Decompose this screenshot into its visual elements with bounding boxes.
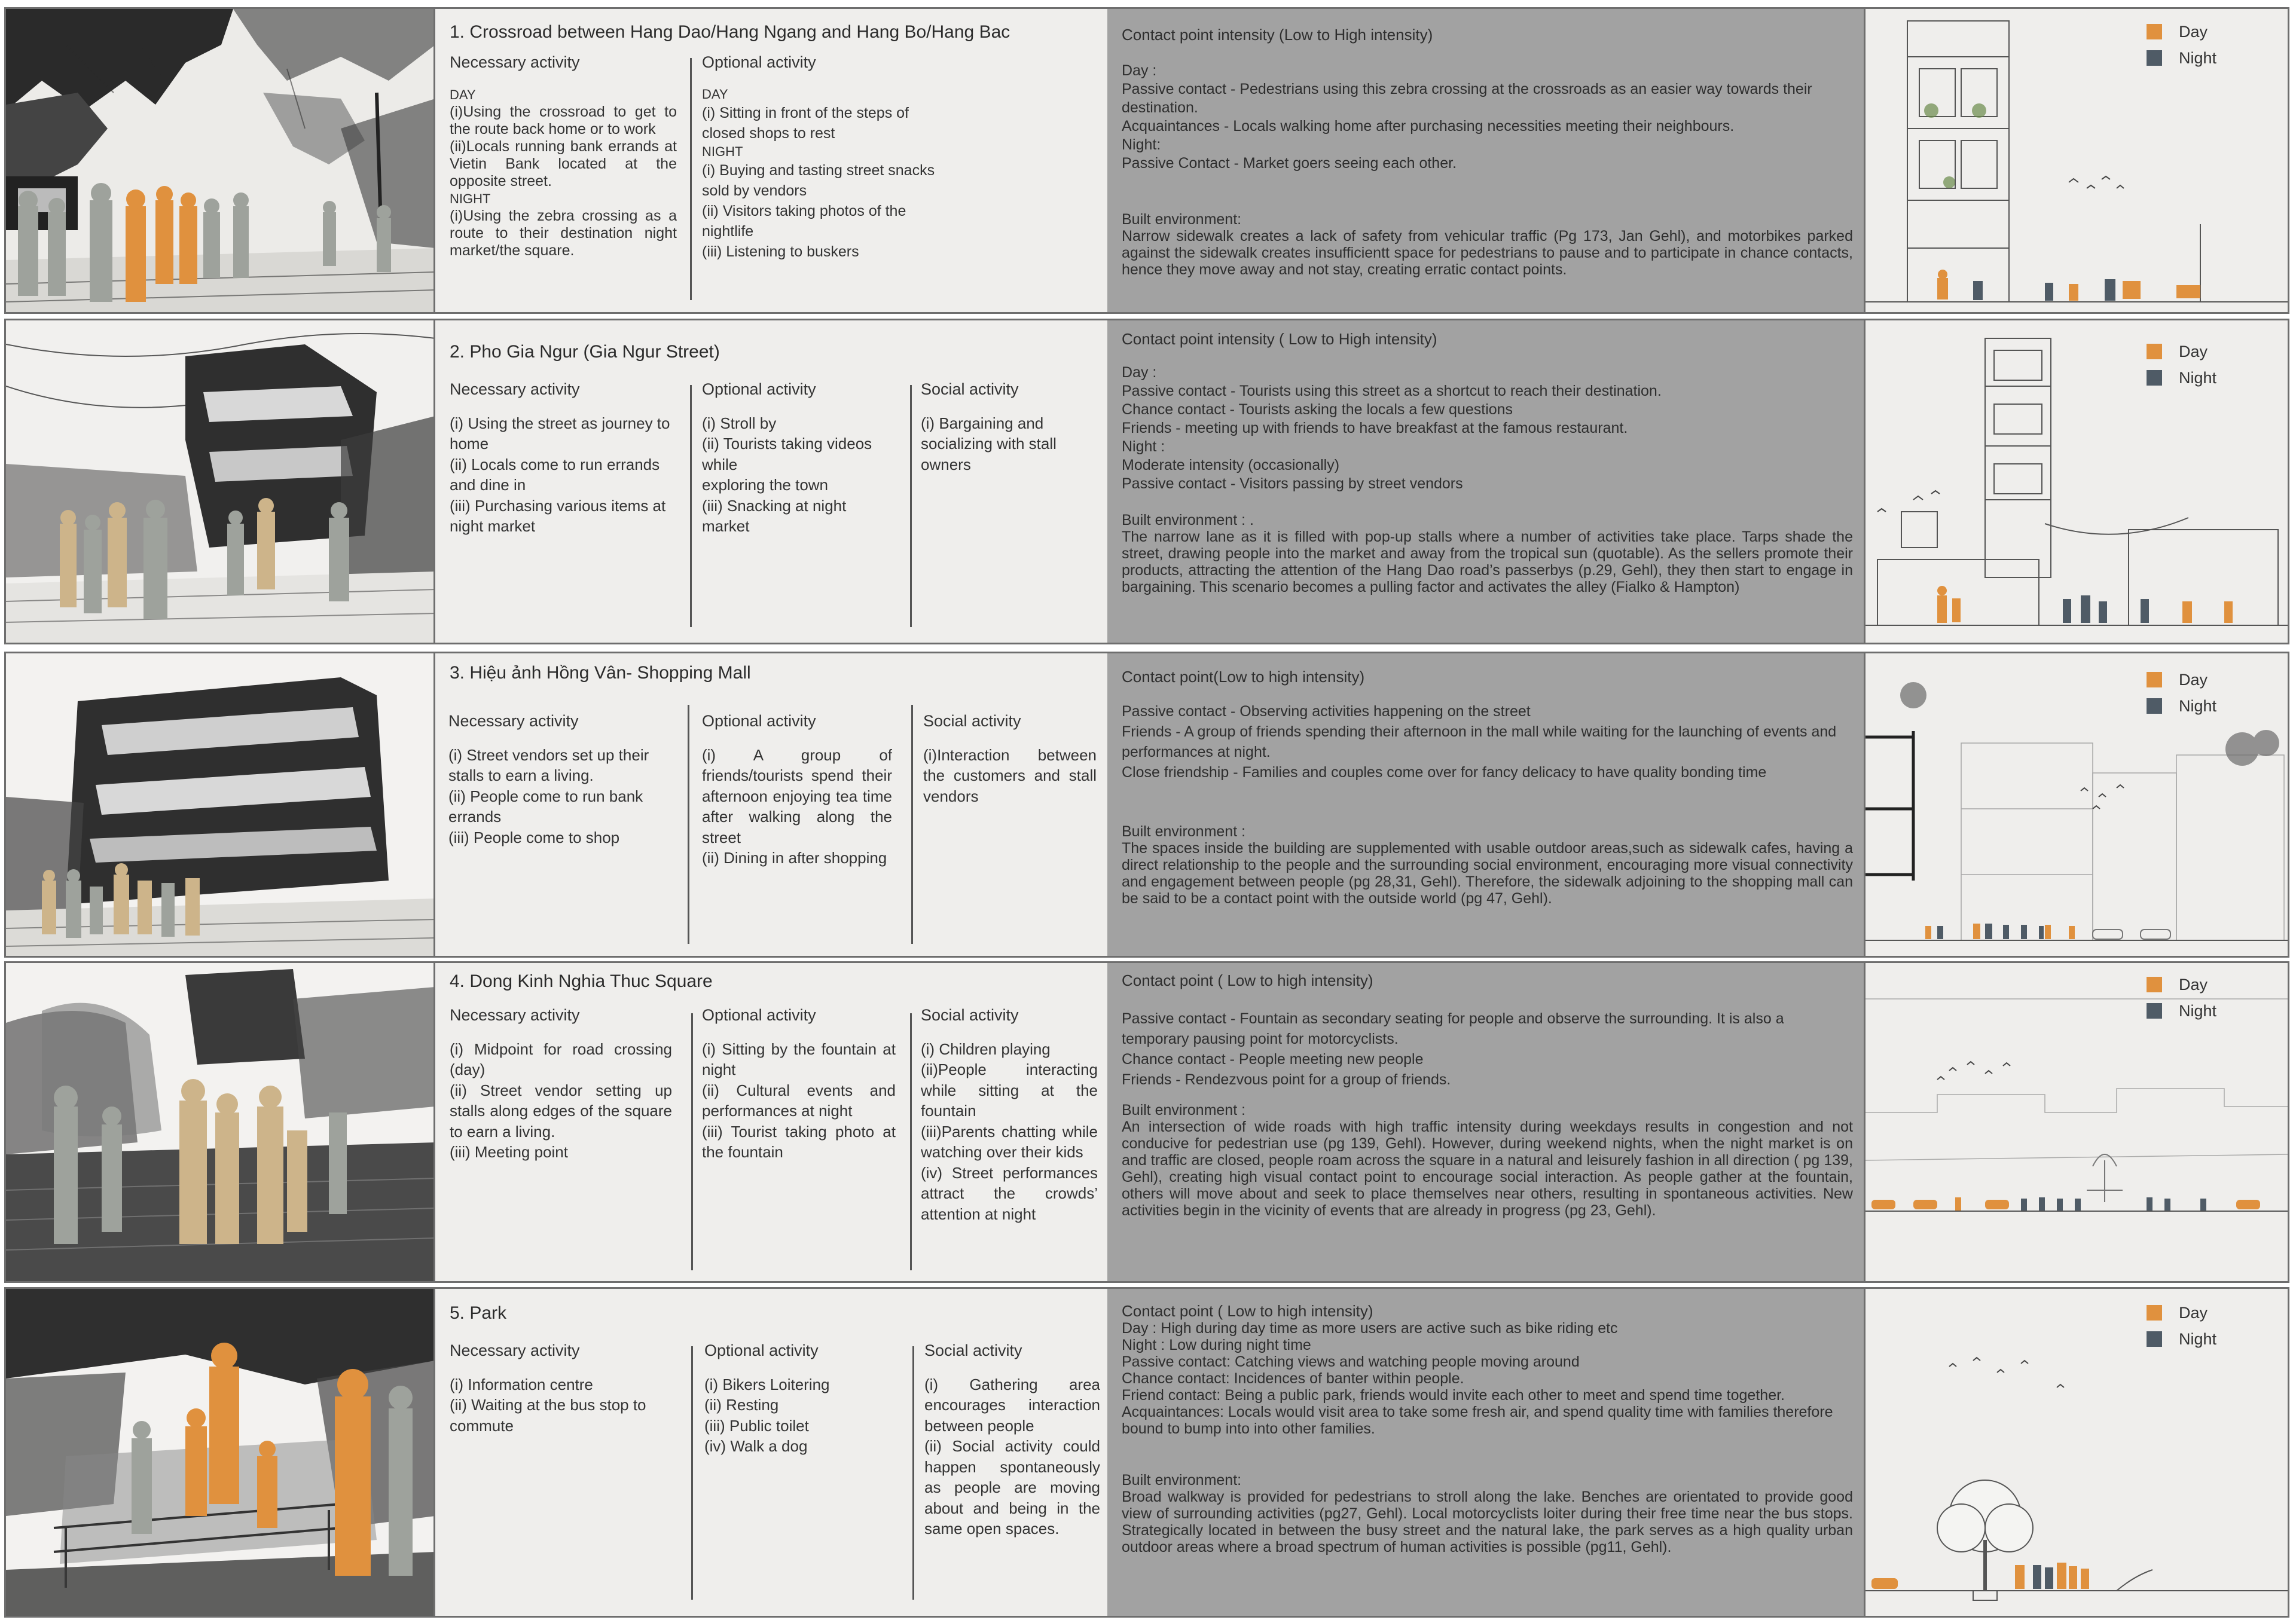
legend-label: Night <box>2179 1329 2217 1348</box>
built-environment <box>1122 211 1853 278</box>
contact-point-panel-4 <box>1107 963 1864 1281</box>
list-item: (i)Interaction between the customers and stall vendors <box>923 745 1097 805</box>
day-swatch <box>2147 672 2162 687</box>
contact-title: Contact point intensity (Low to High intensity) <box>1122 26 1433 44</box>
contact-line: Passive contact: Catching views and watching people moving around <box>1122 1353 1580 1370</box>
legend-night <box>2147 45 2216 71</box>
list-item: (ii) Social activity could happen spontaneously as people are moving about and being in the same open spaces. <box>924 1437 1100 1538</box>
contact-line: Friends - A group of friends spending their afternoon in the mall while waiting for the launching of events and performances at night. <box>1122 723 1837 760</box>
contact-lines <box>1122 62 1853 173</box>
street-sketch-1 <box>6 9 435 312</box>
legend <box>2147 971 2216 1024</box>
site-title: 4. Dong Kinh Nghia Thuc Square <box>450 971 713 991</box>
street-elevation-1 <box>1864 9 2288 312</box>
list-item: (iii) Public toilet <box>704 1416 809 1435</box>
built-heading: Built environment : <box>1122 823 1246 840</box>
list-item: (ii)People interacting while sitting at the fountain <box>921 1060 1098 1120</box>
list-item: (i) Information centre <box>450 1375 593 1393</box>
built-heading: Built environment: <box>1122 211 1242 228</box>
gia-ngur-sketch-illustration <box>6 320 435 643</box>
list-item: (iii) Meeting point <box>450 1143 568 1161</box>
contact-line: Day : <box>1122 62 1157 79</box>
list-item: (i) Street vendors set up their stalls to earn a living. <box>448 745 649 784</box>
legend-day <box>2147 971 2216 998</box>
built-environment <box>1122 1472 1853 1555</box>
square-sketch-illustration <box>6 963 435 1281</box>
legend-label: Night <box>2179 368 2217 387</box>
site-row-1 <box>4 7 2289 314</box>
night-swatch <box>2147 370 2162 386</box>
list-item: (ii) Visitors taking photos of the nightlife <box>702 202 906 240</box>
legend-label: Night <box>2179 696 2217 715</box>
built-text: The spaces inside the building are supplemented with usable outdoor areas,such as sidewalk cafes, having a direct relationship to the people and the surrounding social environment, encouraging more visual connectivity and engagement between people (pg 28,31, Gehl). Therefore, the sidewalk adjoining to the shopping mall can be said to be a contact point with the outside world (pg 47, Gehl). <box>1122 840 1853 907</box>
column-divider <box>910 385 912 627</box>
list-item: (iii) Listening to buskers <box>702 243 859 260</box>
activities-panel-2 <box>435 320 1107 643</box>
list-item: (ii) Cultural events and performances at night <box>702 1081 896 1120</box>
contact-line: Night: <box>1122 136 1161 153</box>
legend <box>2147 667 2216 719</box>
contact-line: Acquaintances - Locals walking home after purchasing necessities meeting their neighbours. <box>1122 118 1735 135</box>
street-sketch-4 <box>6 963 435 1281</box>
list-item: (i) Gathering area encourages interaction between people <box>924 1375 1100 1435</box>
column-divider <box>691 1013 693 1270</box>
legend <box>2147 19 2216 71</box>
list-item: NIGHT <box>702 143 743 159</box>
day-swatch <box>2147 977 2162 992</box>
optional-activity-column <box>702 379 893 537</box>
list-item: (iii) Tourist taking photo at the fountain <box>702 1122 896 1161</box>
optional-activity-column <box>702 1005 896 1163</box>
list-item: exploring the town <box>702 476 829 494</box>
list-item: (i) Using the street as journey to home <box>450 414 670 453</box>
column-heading: Optional activity <box>702 380 816 398</box>
contact-line: Passive contact - Pedestrians using this zebra crossing at the crossroads as an easier way towards their destination. <box>1122 81 1812 116</box>
elevation-drawing <box>1866 320 2288 643</box>
list-item: DAY <box>450 87 476 102</box>
list-item: NIGHT <box>450 191 491 206</box>
contact-lines <box>1122 701 1853 783</box>
list-item: (ii) Tourists taking videos while <box>702 435 872 473</box>
necessary-activity-column <box>448 711 676 848</box>
list-item: (iii)Parents chatting while watching over their kids <box>921 1122 1098 1161</box>
contact-line: Moderate intensity (occasionally) <box>1122 457 1340 473</box>
contact-line: Friends - Rendezvous point for a group of friends. <box>1122 1071 1451 1088</box>
column-divider <box>910 1013 912 1270</box>
column-heading: Necessary activity <box>450 380 580 398</box>
social-activity-column <box>924 1340 1100 1539</box>
night-swatch <box>2147 698 2162 714</box>
day-swatch <box>2147 344 2162 359</box>
night-swatch <box>2147 1003 2162 1019</box>
built-heading: Built environment: <box>1122 1472 1242 1488</box>
contact-lines <box>1122 363 1853 493</box>
list-item: (i) Midpoint for road crossing (day) <box>450 1040 672 1078</box>
list-item: (iv) Walk a dog <box>704 1437 808 1455</box>
column-heading: Necessary activity <box>450 1341 580 1359</box>
contact-line: Chance contact - People meeting new people <box>1122 1051 1424 1068</box>
day-swatch <box>2147 24 2162 39</box>
night-swatch <box>2147 1331 2162 1347</box>
social-activity-column <box>923 711 1097 806</box>
legend-night <box>2147 1326 2216 1352</box>
legend-night <box>2147 998 2216 1024</box>
legend-day <box>2147 338 2216 365</box>
column-divider <box>690 385 692 627</box>
contact-lines <box>1122 1320 1853 1437</box>
necessary-activity-column <box>450 1005 672 1163</box>
list-item: (iii) People come to shop <box>448 828 620 846</box>
contact-line: Chance contact - Tourists asking the locals a few questions <box>1122 401 1513 418</box>
column-heading: Social activity <box>921 1006 1019 1024</box>
contact-point-panel-5 <box>1107 1289 1864 1616</box>
site-title: 2. Pho Gia Ngur (Gia Ngur Street) <box>450 342 720 362</box>
site-title: 5. Park <box>450 1303 507 1323</box>
column-heading: Necessary activity <box>448 712 579 730</box>
activities-panel-1 <box>435 9 1107 312</box>
built-text: Broad walkway is provided for pedestrians to stroll along the lake. Benches are orientated to provide good view of surrounding activities (pg27, Gehl). Local motorcyclists loiter during their free time near the bus stops. Strategically located in between the busy street and the natural lake, the park serves as a high quality urban outdoor areas where a broad spectrum of human activities is possible (pg11, Gehl). <box>1122 1488 1853 1555</box>
legend-label: Day <box>2179 342 2208 360</box>
column-heading: Necessary activity <box>450 53 580 71</box>
contact-line: Acquaintances: Locals would visit area to take some fresh air, and spend quality time with families therefore bound to bump into into other families. <box>1122 1404 1833 1437</box>
necessary-activity-column <box>450 379 677 537</box>
list-item: (i) Buying and tasting street snacks sold by vendors <box>702 161 935 199</box>
street-sketch-5 <box>6 1289 435 1616</box>
activities-panel-5 <box>435 1289 1107 1616</box>
night-swatch <box>2147 50 2162 66</box>
list-item: (i) Bargaining and socializing with stall owners <box>921 414 1057 473</box>
list-item: (i)Using the zebra crossing as a route to their destination night market/the square. <box>450 207 677 259</box>
column-heading: Necessary activity <box>450 1006 580 1024</box>
contact-line: Passive contact - Visitors passing by street vendors <box>1122 475 1463 492</box>
list-item: (i) A group of friends/tourists spend their afternoon enjoying tea time after walking along the street <box>702 745 892 846</box>
contact-line: Friends - meeting up with friends to have breakfast at the famous restaurant. <box>1122 420 1628 436</box>
site-row-3 <box>4 652 2289 958</box>
legend <box>2147 338 2216 391</box>
legend-day <box>2147 1300 2216 1326</box>
crossroad-sketch-illustration <box>6 9 435 312</box>
list-item: DAY <box>702 86 728 102</box>
column-divider <box>688 705 689 944</box>
optional-activity-column <box>702 711 892 869</box>
activities-panel-3 <box>435 653 1107 956</box>
column-heading: Social activity <box>923 712 1021 730</box>
contact-line: Chance contact: Incidences of banter within people. <box>1122 1370 1464 1387</box>
built-environment <box>1122 823 1853 907</box>
contact-line: Night : <box>1122 438 1165 455</box>
list-item: (iv) Street performances attract the crowds’ attention at night <box>921 1163 1098 1223</box>
site-row-4 <box>4 961 2289 1283</box>
legend-label: Day <box>2179 670 2208 689</box>
column-heading: Social activity <box>924 1341 1022 1359</box>
contact-line: Passive contact - Tourists using this street as a shortcut to reach their destination. <box>1122 383 1662 399</box>
elevation-drawing <box>1866 9 2288 312</box>
list-item: (i) Children playing <box>921 1040 1051 1058</box>
contact-title: Contact point ( Low to high intensity) <box>1122 971 1373 989</box>
street-sketch-2 <box>6 320 435 643</box>
legend-day <box>2147 19 2216 45</box>
built-text: The narrow lane as it is filled with pop-up stalls where a number of activities take place. Tarps shade the street, drawing people into the market and away from the tropical sun (quotable). As the sellers promote their products, attracting the attention of the Hang Dao road’s passerbys (p.29, Gehl), they then start to engage in bargaining. This scenario becomes a pulling factor and activates the alley (Fialko & Hampton) <box>1122 528 1853 595</box>
column-divider <box>912 1346 914 1600</box>
contact-title: Contact point intensity ( Low to High intensity) <box>1122 330 1437 348</box>
contact-point-panel-2 <box>1107 320 1864 643</box>
legend <box>2147 1300 2216 1352</box>
column-heading: Optional activity <box>702 53 816 71</box>
list-item: (iii) Snacking at night market <box>702 496 847 535</box>
optional-activity-column <box>704 1340 896 1457</box>
column-heading: Social activity <box>921 380 1019 398</box>
list-item: (i) Stroll by <box>702 414 777 432</box>
contact-line: Passive contact - Fountain as secondary seating for people and observe the surrounding. It is also a temporary pausing point for motorcyclists. <box>1122 1010 1784 1047</box>
street-elevation-5 <box>1864 1289 2288 1616</box>
elevation-drawing <box>1866 963 2288 1281</box>
legend-night <box>2147 693 2216 719</box>
legend-label: Day <box>2179 1303 2208 1322</box>
site-row-2 <box>4 319 2289 644</box>
legend-label: Night <box>2179 48 2217 67</box>
built-text: An intersection of wide roads with high traffic intensity during weekdays results in congestion and not conducive for pedestrian use (pg 139, Gehl). However, during weekend nights, when the night market is on and traffic are closed, people roam across the square in a natural and leisurely fashion in all direction ( pg 139, Gehl), creating high visual contact point to encourage social interaction. As people gather at the fountain, others will move about and seek to place themselves near others, resulting in spontaneous activities. New activities begin in the vicinity of events that are already in progress (pg 23, Gehl). <box>1122 1118 1853 1219</box>
activities-panel-4 <box>435 963 1107 1281</box>
contact-line: Day : <box>1122 364 1157 381</box>
elevation-drawing <box>1866 1289 2288 1616</box>
legend-label: Day <box>2179 22 2208 41</box>
street-elevation-4 <box>1864 963 2288 1281</box>
built-environment <box>1122 512 1853 595</box>
column-heading: Optional activity <box>704 1341 819 1359</box>
contact-title: Contact point(Low to high intensity) <box>1122 668 1365 686</box>
contact-line: Close friendship - Families and couples come over for fancy delicacy to have quality bonding time <box>1122 764 1767 781</box>
street-sketch-3 <box>6 653 435 956</box>
column-divider <box>911 705 913 944</box>
site-title: 3. Hiệu ảnh Hồng Vân- Shopping Mall <box>450 663 751 683</box>
shopping-mall-sketch-illustration <box>6 653 435 956</box>
necessary-activity-column <box>450 1340 677 1436</box>
column-heading: Optional activity <box>702 712 816 730</box>
street-elevation-2 <box>1864 320 2288 643</box>
list-item: (ii) Resting <box>704 1396 779 1414</box>
list-item: (ii) Locals come to run errands and dine in <box>450 455 660 494</box>
list-item: (i) Sitting in front of the steps of closed shops to rest <box>702 104 909 142</box>
contact-point-panel-3 <box>1107 653 1864 956</box>
contact-line: Night : Low during night time <box>1122 1337 1311 1353</box>
list-item: (i) Bikers Loitering <box>704 1375 830 1393</box>
contact-line: Passive Contact - Market goers seeing each other. <box>1122 155 1457 172</box>
contact-line: Friend contact: Being a public park, friends would invite each other to meet and spend time together. <box>1122 1387 1785 1404</box>
contact-title: Contact point ( Low to high intensity) <box>1122 1302 1373 1320</box>
built-heading: Built environment : . <box>1122 512 1254 528</box>
list-item: (i)Using the crossroad to get to the route back home or to work <box>450 103 677 137</box>
list-item: (ii) People come to run bank errands <box>448 787 643 826</box>
list-item: (i) Sitting by the fountain at night <box>702 1040 896 1078</box>
park-sketch-illustration <box>6 1289 435 1616</box>
list-item: (ii)Locals running bank errands at Vietin Bank located at the opposite street. <box>450 137 677 189</box>
column-divider <box>691 1346 693 1600</box>
legend-night <box>2147 365 2216 391</box>
legend-label: Night <box>2179 1001 2217 1020</box>
optional-activity-column <box>702 52 935 262</box>
legend-label: Day <box>2179 975 2208 994</box>
column-heading: Optional activity <box>702 1006 816 1024</box>
necessary-activity-column <box>450 52 677 259</box>
contact-point-panel-1 <box>1107 9 1864 312</box>
social-activity-column <box>921 379 1100 475</box>
built-environment <box>1122 1102 1853 1219</box>
legend-day <box>2147 667 2216 693</box>
contact-line: Passive contact - Observing activities happening on the street <box>1122 703 1531 720</box>
site-row-5 <box>4 1287 2289 1618</box>
day-swatch <box>2147 1305 2162 1321</box>
contact-lines <box>1122 1008 1853 1090</box>
contact-line: Day : High during day time as more users are active such as bike riding etc <box>1122 1320 1618 1337</box>
list-item: (ii) Dining in after shopping <box>702 849 887 867</box>
built-heading: Built environment : <box>1122 1102 1246 1118</box>
list-item: (iii) Purchasing various items at night market <box>450 496 666 535</box>
built-text: Narrow sidewalk creates a lack of safety from vehicular traffic (Pg 173, Jan Gehl), and motorbikes parked against the sidewalk creates insufficientt space for pedestrians to pause and to participate in chance contacts, hence they move away and not stay, creating erratic contact points. <box>1122 228 1853 278</box>
elevation-drawing <box>1866 653 2288 956</box>
site-title: 1. Crossroad between Hang Dao/Hang Ngang and Hang Bo/Hang Bac <box>450 22 1010 42</box>
list-item: (ii) Waiting at the bus stop to commute <box>450 1396 646 1435</box>
street-elevation-3 <box>1864 653 2288 956</box>
column-divider <box>690 58 692 300</box>
list-item: (ii) Street vendor setting up stalls along edges of the square to earn a living. <box>450 1081 672 1141</box>
social-activity-column <box>921 1005 1098 1224</box>
